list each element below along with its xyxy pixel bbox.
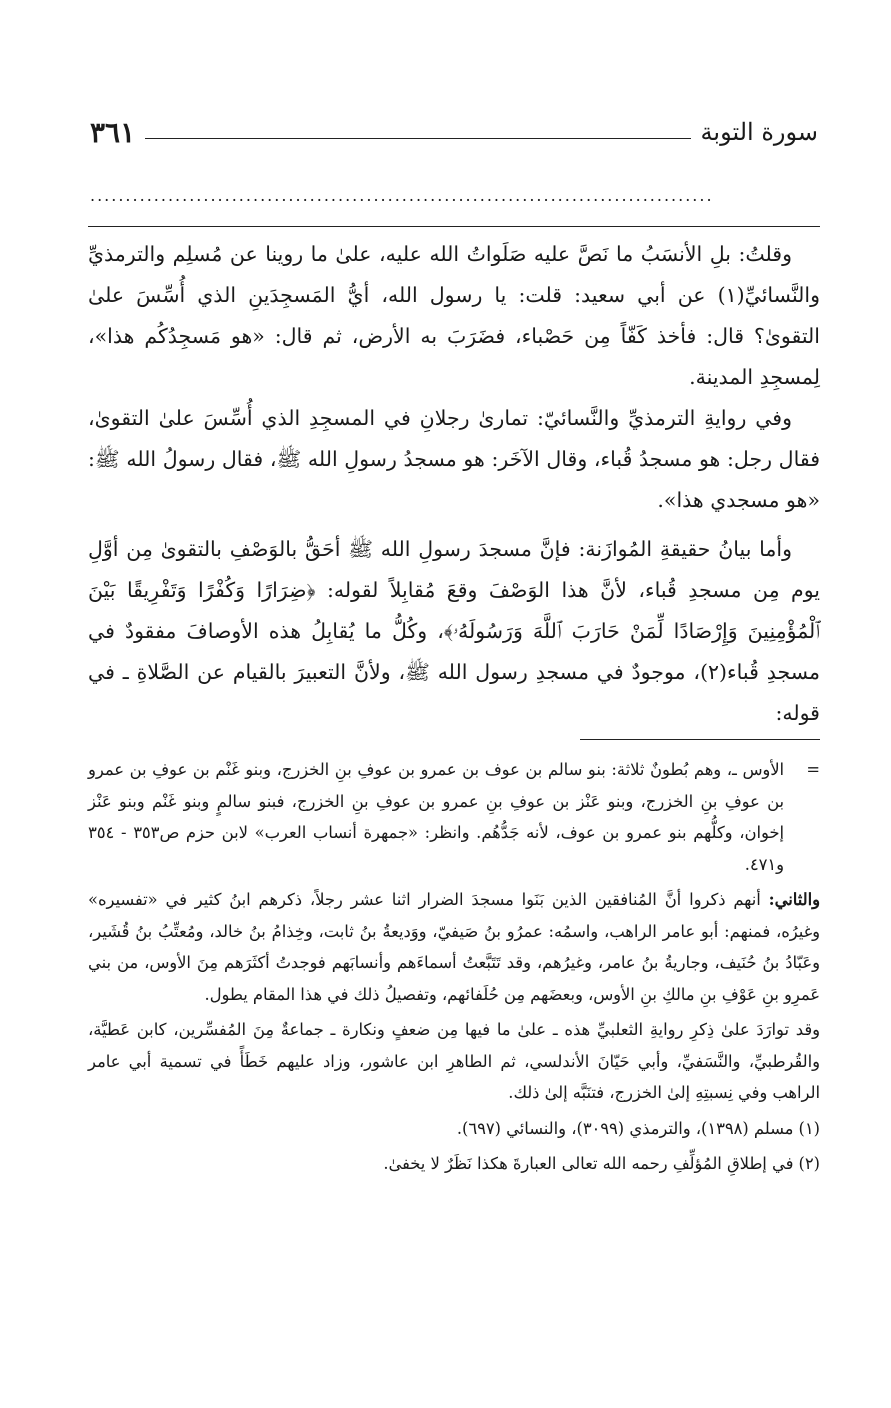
footnote-separator [580,739,820,740]
header-rule [145,138,690,139]
footnote-lead-word: والثاني: [768,890,820,909]
page-number: ٣٦١ [90,115,136,149]
running-header [90,112,818,152]
footnote-continuation-text-2: أنهم ذكروا أنَّ المُنافقين الذين بَنَوا مسجدَ الضرار اثنا عشر رجلاً، ذكرهم ابنُ كثير في «تفسيره» وغيرُه، فمنهم: أبو عامر الراهب، واسمُه: عمرُو بنُ صَيفيّ، ووَديعةُ بنُ ثابت، وخِذامُ بنُ خالد، ومُعتِّبُ بنُ قُشَير، وعَبّادُ بنُ حُنَيف، وجاريةُ بنُ عامر، وغيرُهم، وقد تَتَبَّعتُ أسماءَهم وأنسابَهم فوجدتُ أكثَرَهم مِنَ الأوس، من بني عَمرِو بنِ عَوْفِ بنِ مالكِ بنِ الأوس، وبعضَهم مِن حُلَفائهم، وتفصيلُ ذلك في هذا المقام يطول. [88,890,820,1004]
footnote-1: (١) مسلم (١٣٩٨)، والترمذي (٣٠٩٩)، والنسائي (٦٩٧). [456,1118,820,1138]
paragraph-2: وفي روايةِ الترمذيِّ والنَّسائيّ: تمارىٰ رجلانِ في المسجِدِ الذي أُسِّسَ علىٰ التقوىٰ، فقال رجل: هو مسجدُ قُباء، وقال الآخَر: هو مسجدُ رسولِ الله ﷺ، فقال رسولُ الله ﷺ: «هو مسجدي هذا». [88,406,820,512]
surah-title: سورة التوبة [700,118,818,146]
main-text [88,234,820,742]
footnote-continuation-2 [88,884,820,1010]
footnote-continuation-3: وقد توارَدَ علىٰ ذِكرِ روايةِ الثعلبيِّ هذه ـ علىٰ ما فيها مِن ضعفٍ ونكارة ـ جماعةٌ مِنَ المُفسِّرين، كابن عَطيَّة، والقُرطبيِّ، والنَّسَفيِّ، وأبي حَيّانَ الأندلسي، ثم الطاهرِ ابن عاشور، وزاد عليهم خَطَأً في تسمية أبي عامر الراهب وفي نِسبتِهِ إلىٰ الخزرج، فتنَبَّه إلىٰ ذلك. [88,1020,820,1102]
footnote-2: (٢) في إطلاقِ المُؤلِّفِ رحمه الله تعالى العبارةَ هكذا نَظَرٌ لا يخفىٰ. [383,1154,820,1173]
continuation-marker: = [806,760,820,779]
footnote-continuation-1 [88,754,820,880]
paragraph-3: وأما بيانُ حقيقةِ المُوازَنة: فإنَّ مسجدَ رسولِ الله ﷺ أحَقُّ بالوَصْفِ بالتقوىٰ مِن أوَّلِ يوم مِن مسجدِ قُباء، لأنَّ هذا الوَصْفَ وقعَ مُقابِلاً لقوله: ﴿ضِرَارًا وَكُفْرًا وَتَفْرِيقًا بَيْنَ ٱلْمُؤْمِنِينَ وَإِرْصَادًا لِّمَنْ حَارَبَ ٱللَّهَ وَرَسُولَهُۥ﴾، وكُلُّ ما يُقابِلُ هذه الأوصافَ مفقودٌ في مسجدِ قُباء(٢)، موجودٌ في مسجدِ رسول الله ﷺ، ولأنَّ التعبيرَ بالقيام عن الصَّلاةِ ـ في قوله: [88,537,820,725]
footnotes [88,754,820,1184]
footnote-continuation-text-1: الأوس ـ، وهم بُطونٌ ثلاثة: بنو سالم بن عوف بن عمرو بن عوفِ بنِ الخزرج، وبنو غَنْم بن عوفِ بن عمرو بن عوفِ بنِ الخزرج، وبنو عَنْز بن عوفِ بنِ عمرو بن عوفِ بنِ الخزرج، فبنو سالمٍ وبنو غَنْم وبنو عَنْز إخوان، وكلُّهم بنو عمرو بن عوف، لأنه جَدُّهُم. وانظر: «جمهرة أنساب العرب» لابن حزم ص٣٥٣ - ٣٥٤ و٤٧١. [88,760,784,874]
text-top-rule [88,226,820,227]
omission-dots: ........................................................................................ [90,186,714,205]
paragraph-1: وقلتُ: بلِ الأنسَبُ ما نَصَّ عليه صَلَواتُ الله عليه، علىٰ ما روينا عن مُسلِم والترمذيِّ والنَّسائيِّ(١) عن أبي سعيد: قلت: يا رسول الله، أيُّ المَسجِدَينِ الذي أُسِّسَ علىٰ التقوىٰ؟ قال: فأخذ كَفّاً مِن حَصْباء، فضَرَبَ به الأرض، ثم قال: «هو مَسجِدُكُم هذا»، لِمسجِدِ المدينة. [88,242,820,389]
